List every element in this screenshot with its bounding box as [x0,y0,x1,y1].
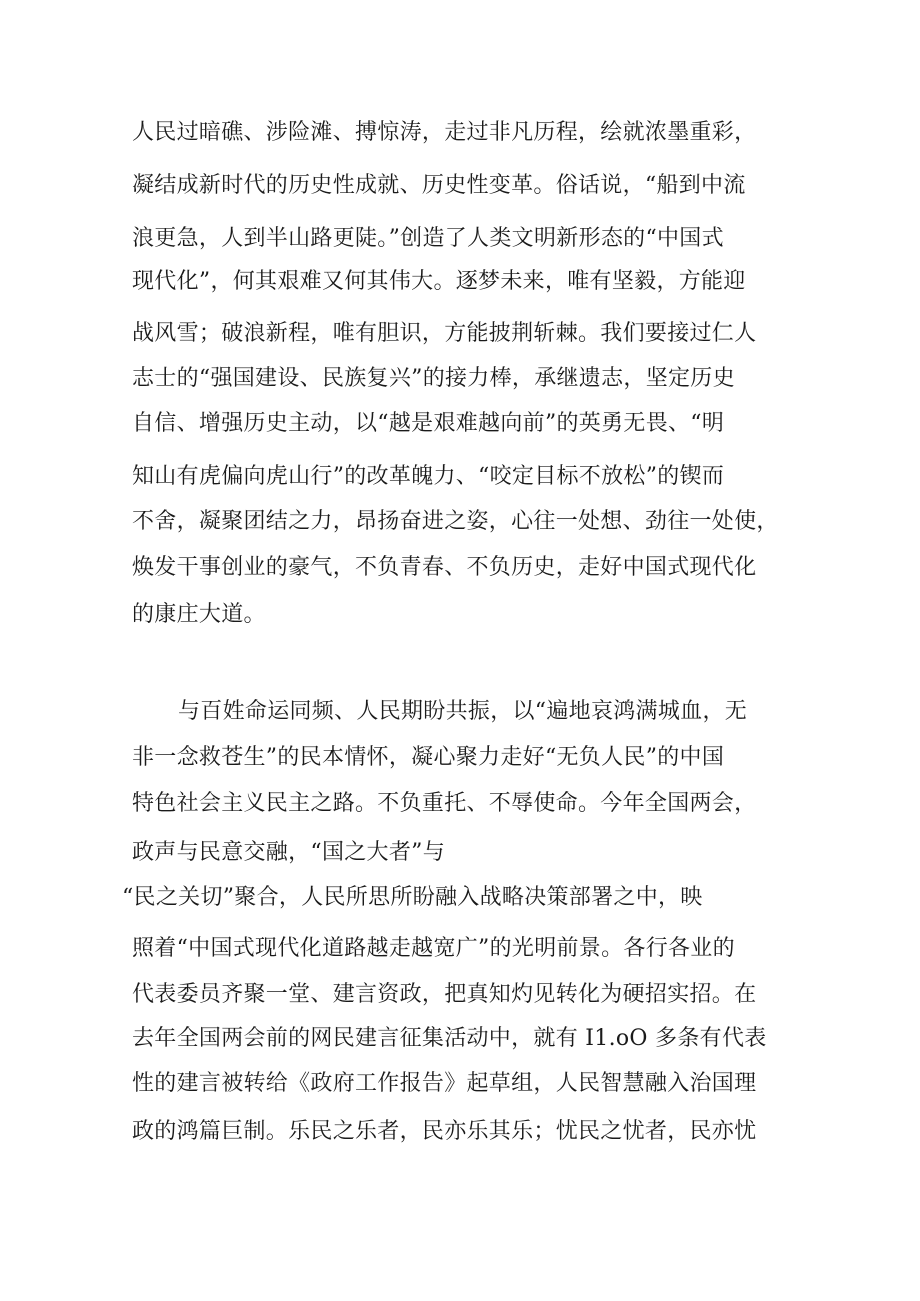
paragraph-1-line: 的康庄大道。 [132,602,266,627]
paragraph-2-line: 政声与民意交融，“国之大者”与 [132,840,445,865]
paragraph-1-line: 人民过暗礁、涉险滩、搏惊涛，走过非凡历程，绘就浓墨重彩， [132,120,757,145]
paragraph-2-line: 与百姓命运同频、人民期盼共振，以“遍地哀鸿满城血，无 [178,699,748,724]
paragraph-2-line: 性的建言被转给《政府工作报告》起草组，人民智慧融入治国理 [132,1071,757,1096]
paragraph-1-line: 知山有虎偏向虎山行”的改革魄力、“咬定目标不放松”的锲而 [132,464,725,489]
paragraph-2-line: 特色社会主义民主之路。不负重托、不辱使命。今年全国两会， [132,791,757,816]
paragraph-2-line: 代表委员齐聚一堂、建言资政，把真知灼见转化为硬招实招。在 [132,982,757,1007]
paragraph-2-line: 照着“中国式现代化道路越走越宽广”的光明前景。各行各业的 [132,936,735,961]
paragraph-2-line: 非一念救苍生”的民本情怀，凝心聚力走好“无负人民”的中国 [132,745,725,770]
paragraph-1-line: 凝结成新时代的历史性成就、历史性变革。俗话说，“船到中流 [132,173,746,198]
paragraph-1-line: 焕发干事创业的豪气，不负青春、不负历史，走好中国式现代化 [132,555,757,580]
paragraph-2-line: 去年全国两会前的网民建言征集活动中，就有 I1.oO 多条有代表 [132,1026,767,1051]
paragraph-1-line: 志士的“强国建设、民族复兴”的接力棒，承继遗志，坚定历史 [132,366,735,391]
paragraph-1-line: 自信、增强历史主动，以“越是艰难越向前”的英勇无畏、“明 [132,411,725,436]
paragraph-1-line: 现代化”，何其艰难又何其伟大。逐梦未来，唯有坚毅，方能迎 [132,269,746,294]
paragraph-1-line: 浪更急，人到半山路更陡。”创造了人类文明新形态的“中国式 [132,226,724,251]
paragraph-2-line: “民之关切”聚合，人民所思所盼融入战略决策部署之中，映 [122,885,703,910]
paragraph-1-line: 不舍，凝聚团结之力，昂扬奋进之姿，心往一处想、劲往一处使， [132,509,779,534]
paragraph-2-line: 政的鸿篇巨制。乐民之乐者，民亦乐其乐；忧民之忧者，民亦忧 [132,1119,757,1144]
paragraph-1-line: 战风雪；破浪新程，唯有胆识，方能披荆斩棘。我们要接过仁人 [132,321,757,346]
